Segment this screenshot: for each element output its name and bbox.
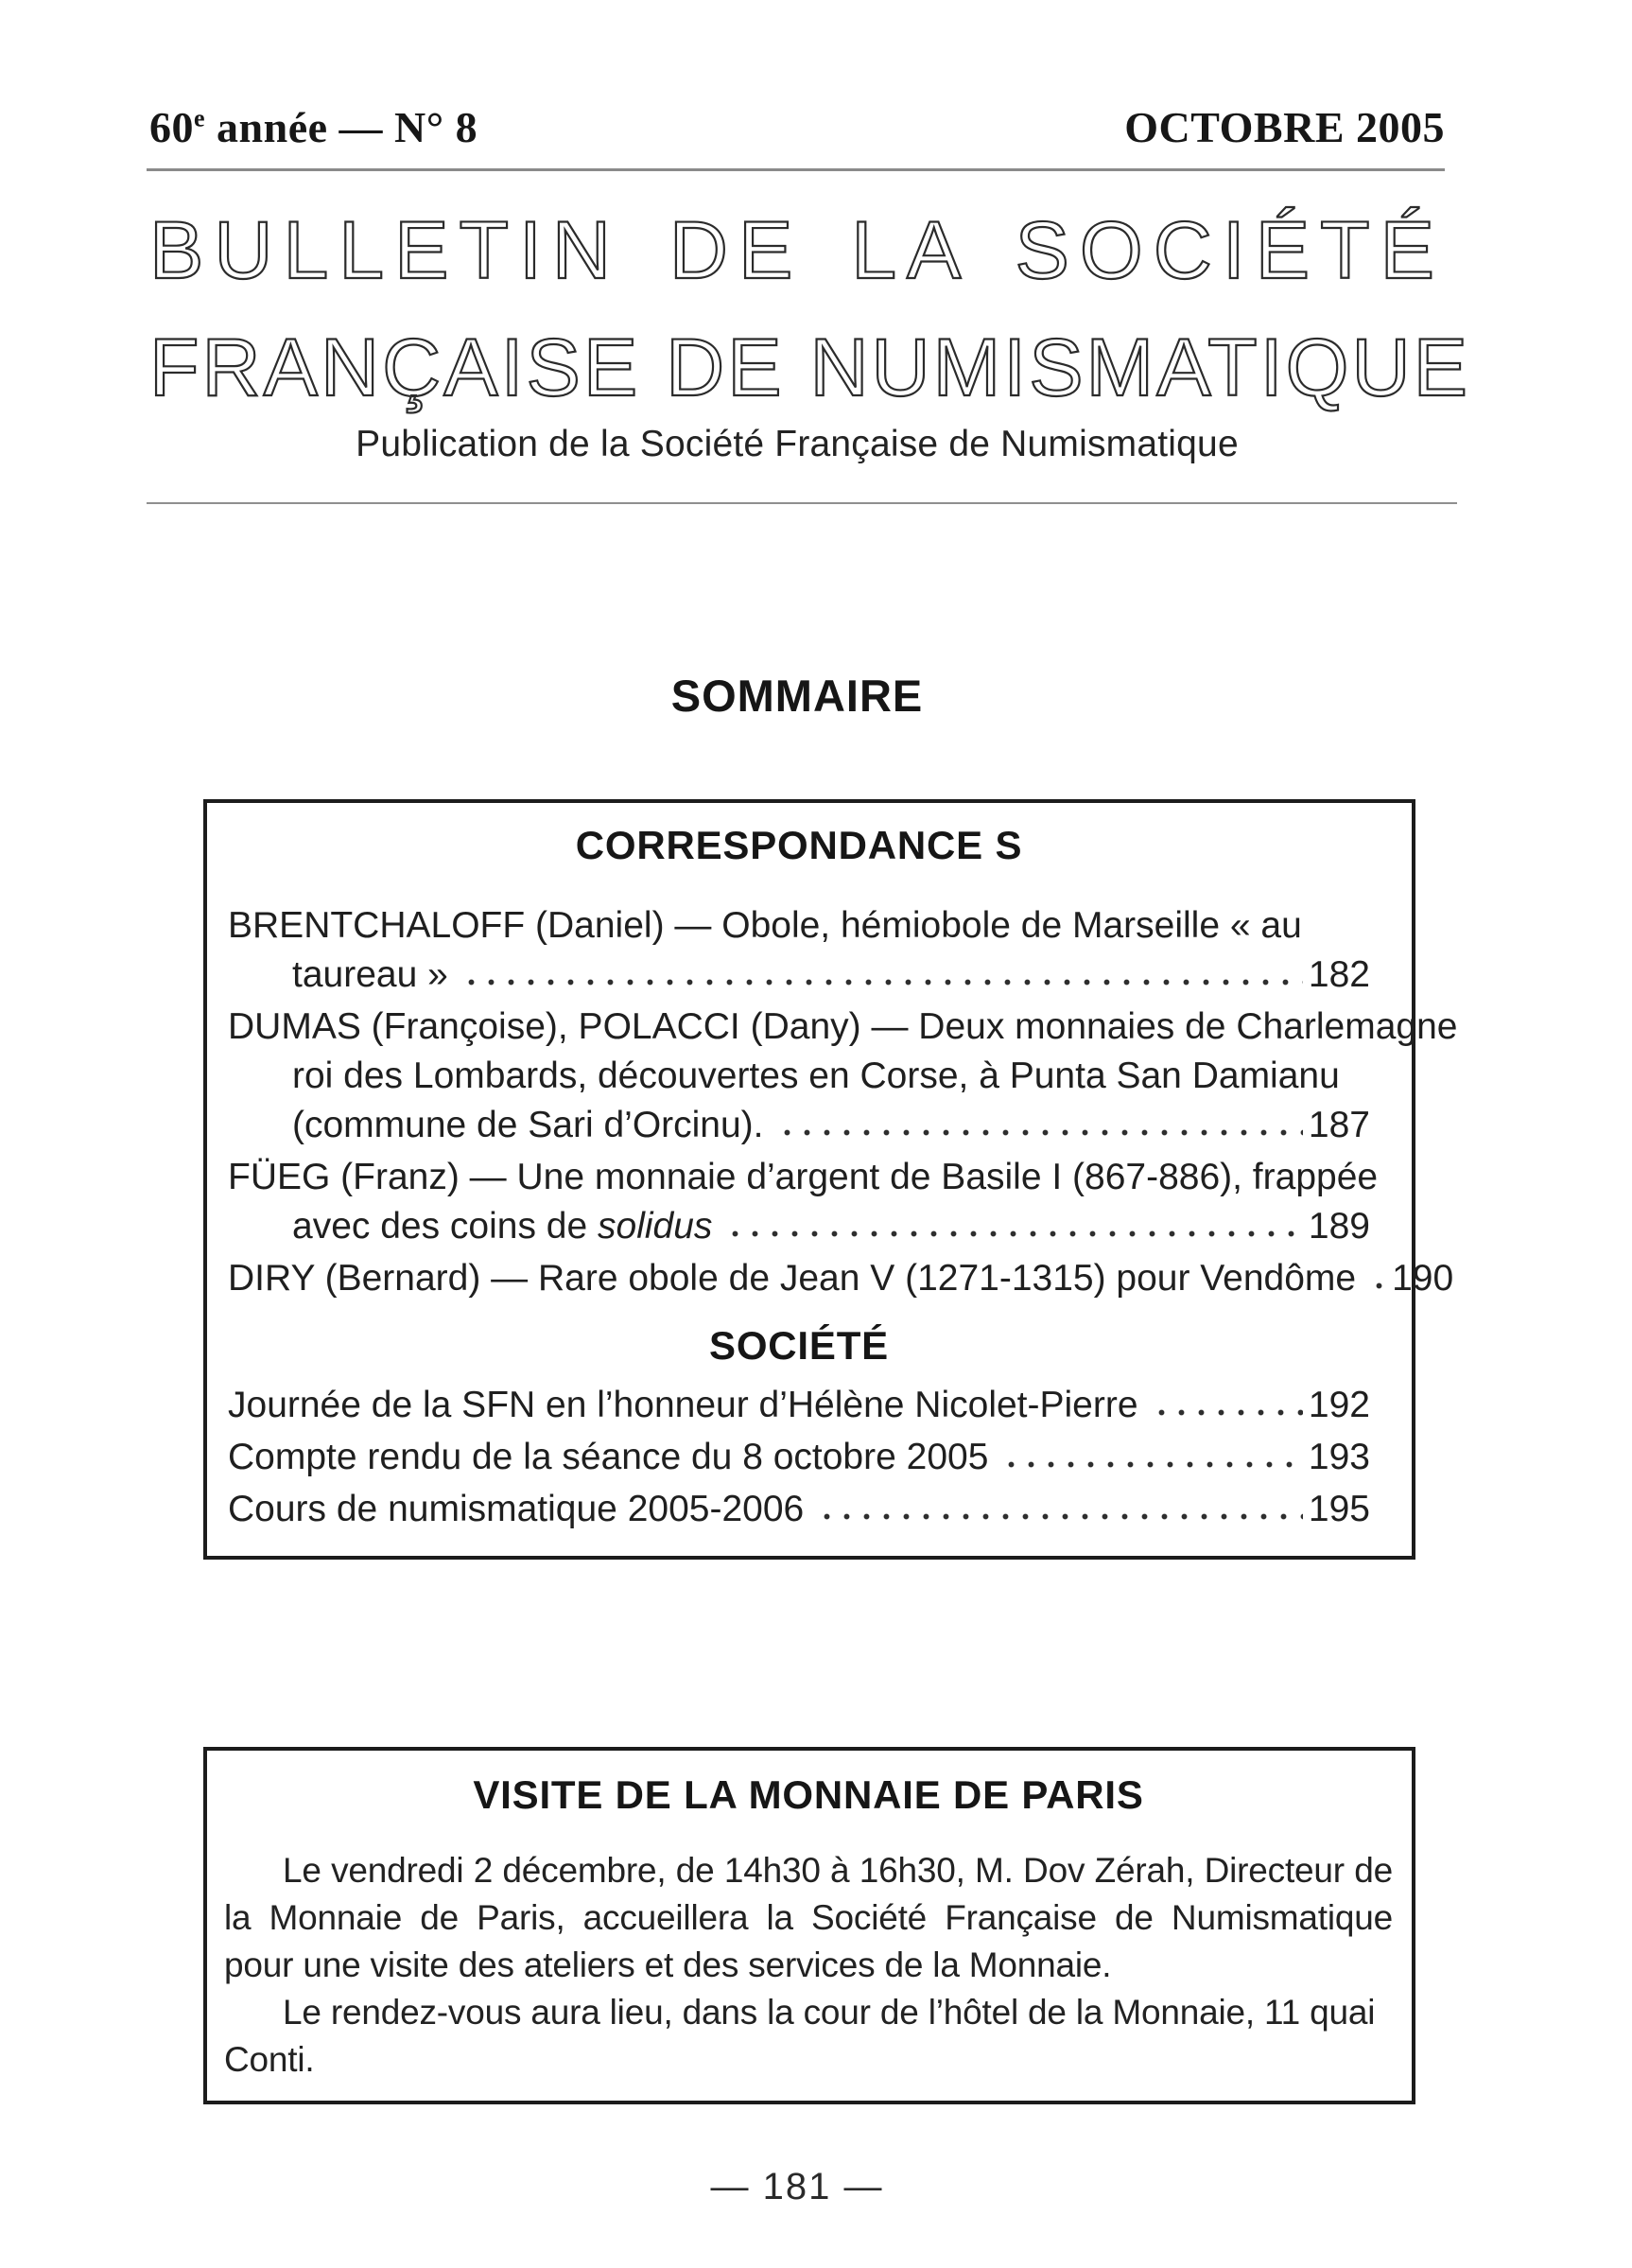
toc-entry-lastline [228,1433,1370,1482]
journal-title-line2: FRANÇAISE DE NUMISMATIQUE [149,323,1470,413]
toc-page-number: 195 [1308,1489,1370,1529]
dot-leader [777,1128,1303,1137]
toc-section-heading-societe: SOCIÉTÉ [709,1323,889,1368]
toc-entry-text-prefix: avec des coins de [292,1206,599,1247]
toc-entry-brentchaloff [228,901,1370,1000]
toc-entry-lastline [228,1202,1370,1251]
toc-entry-diry [228,1254,1454,1303]
toc-entry-text: DIRY (Bernard) — Rare obole de Jean V (1271-1315) pour Vendôme [228,1258,1357,1299]
issue-info [149,102,477,152]
toc-page-number: 190 [1392,1258,1454,1299]
toc-page-number: 193 [1308,1437,1370,1477]
visit-notice-paragraph-1: Le vendredi 2 décembre, de 14h30 à 16h30, M. Dov Zérah, Directeur de la Monnaie de Paris, accueillera la Société Française de Numismatique pour une visite des ateliers et des services de la Monnaie. [224,1851,1393,1984]
toc-entry-lastline [228,951,1370,1000]
toc-section-heading-correspondances: CORRESPONDANCE S [575,823,1023,867]
toc-entry-text: (commune de Sari d’Orcinu). [292,1105,764,1145]
toc-entry-journee-sfn [228,1381,1370,1430]
toc-entry-lastline [228,1254,1454,1303]
toc-entry-fueg [228,1153,1379,1251]
toc-entry-text [292,1202,712,1251]
toc-entry-text: taureau » [292,954,448,995]
journal-subtitle: Publication de la Société Française de Numismatique [356,424,1239,464]
toc-entry-dumas-polacci [228,1003,1458,1150]
toc-entry-text: Cours de numismatique 2005-2006 [228,1489,805,1529]
toc-title: SOMMAIRE [670,671,924,721]
toc-page-number: 189 [1308,1206,1370,1247]
toc-entry-line: roi des Lombards, découvertes en Corse, à Punta San Damianu [292,1055,1340,1096]
header-divider [147,168,1445,171]
issue-year: 60 [149,103,194,151]
visit-notice-box [203,1747,1415,2104]
page-number-footer: — 181 — [710,2166,884,2207]
journal-title-line1: BULLETIN DE LA SOCIÉTÉ [149,205,1445,296]
dot-leader [725,1230,1302,1238]
dot-leader [817,1512,1303,1521]
toc-entry-lastline [228,1381,1370,1430]
issue-number: année — N° 8 [205,103,478,151]
visit-notice-heading: VISITE DE LA MONNAIE DE PARIS [473,1772,1144,1817]
toc-entry-line: DUMAS (Françoise), POLACCI (Dany) — Deux monnaies de Charlemagne [228,1006,1458,1047]
toc-entry-cours-numismatique [228,1485,1370,1534]
toc-entry-lastline [228,1485,1370,1534]
dot-leader [1369,1282,1386,1290]
masthead-divider [147,502,1457,504]
toc-entry-lastline [228,1101,1370,1150]
toc-entry-line: FÜEG (Franz) — Une monnaie d’argent de Basile I (867-886), frappée [228,1157,1379,1197]
toc-page-number: 192 [1308,1385,1370,1425]
issue-date: OCTOBRE 2005 [1124,103,1445,151]
issue-year-ordinal: e [194,104,206,132]
toc-entry-line: BRENTCHALOFF (Daniel) — Obole, hémiobole de Marseille « au [228,905,1302,946]
toc-entry-text-italic: solidus [598,1206,713,1247]
page-header [149,102,1445,152]
toc-entry-compte-rendu [228,1433,1370,1482]
dot-leader [1001,1460,1303,1469]
toc-entry-text: Compte rendu de la séance du 8 octobre 2005 [228,1437,989,1477]
dot-leader [461,978,1303,986]
toc-page-number: 187 [1308,1105,1370,1145]
toc-page-number: 182 [1308,954,1370,995]
toc-entry-text: Journée de la SFN en l’honneur d’Hélène Nicolet-Pierre [228,1385,1138,1425]
visit-notice-paragraph-2: Le rendez-vous aura lieu, dans la cour de l’hôtel de la Monnaie, 11 quai Conti. [224,1993,1376,2079]
dot-leader [1152,1408,1303,1417]
toc-box [203,799,1458,1560]
